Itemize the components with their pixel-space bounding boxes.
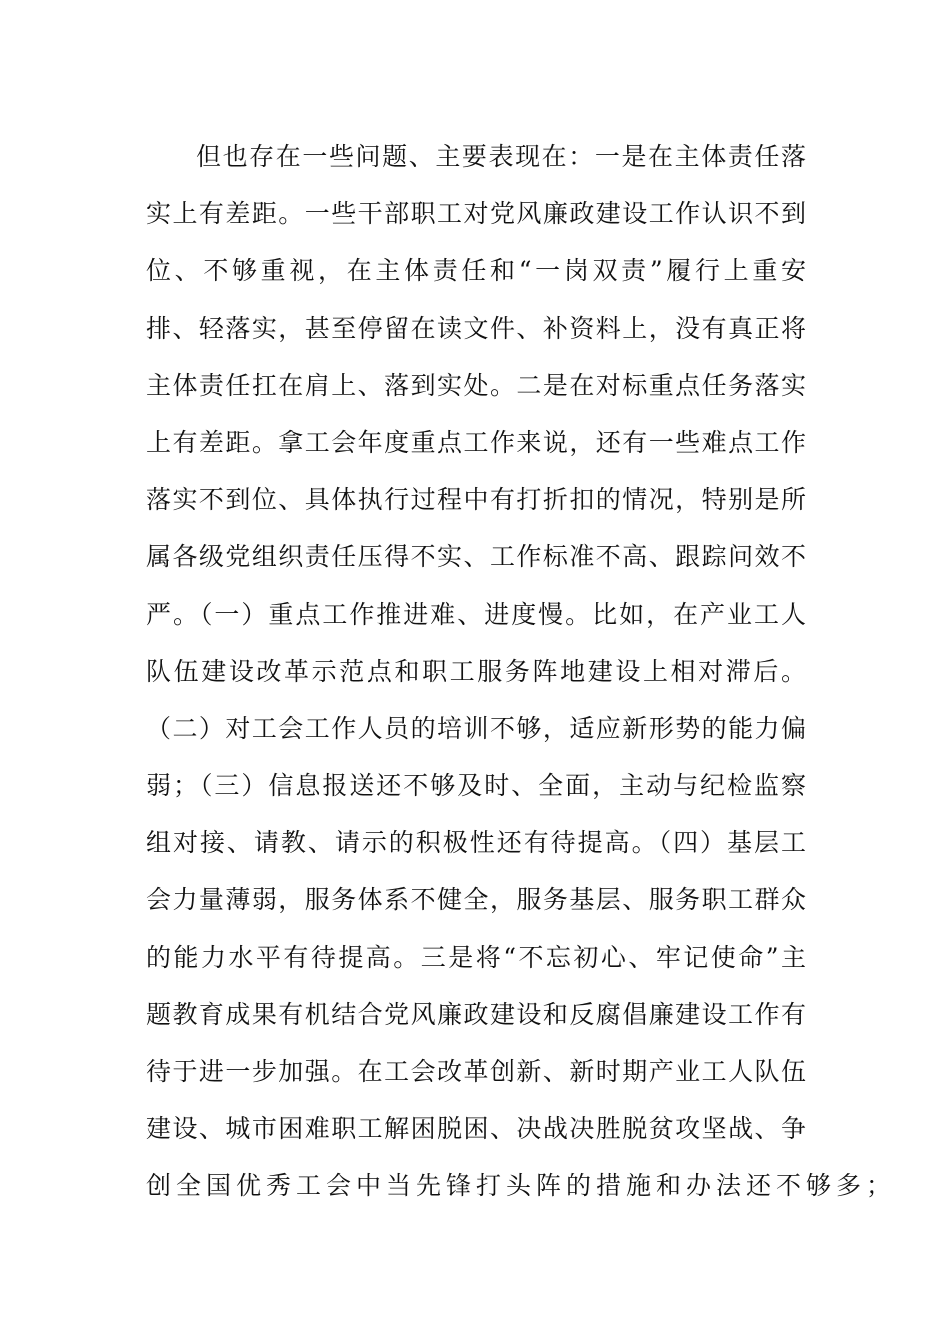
paragraph-line: 题教育成果有机结合党风廉政建设和反腐倡廉建设工作有 bbox=[146, 999, 806, 1029]
paragraph-line: 属各级党组织责任压得不实、工作标准不高、跟踪问效不 bbox=[146, 542, 806, 572]
paragraph-line: 建设、城市困难职工解困脱困、决战决胜脱贫攻坚战、争 bbox=[146, 1114, 806, 1144]
paragraph-line: 上有差距。拿工会年度重点工作来说，还有一些难点工作 bbox=[146, 427, 806, 457]
paragraph-line: 队伍建设改革示范点和职工服务阵地建设上相对滞后。 bbox=[146, 656, 806, 686]
paragraph-line: 主体责任扛在肩上、落到实处。二是在对标重点任务落实 bbox=[146, 370, 806, 400]
paragraph-line: 弱；（三）信息报送还不够及时、全面，主动与纪检监察 bbox=[146, 771, 806, 801]
paragraph-line: 但也存在一些问题、主要表现在：一是在主体责任落 bbox=[196, 142, 806, 171]
paragraph-line: 严。（一）重点工作推进难、进度慢。比如，在产业工人 bbox=[146, 599, 806, 629]
paragraph-line: 落实不到位、具体执行过程中有打折扣的情况，特别是所 bbox=[146, 485, 806, 515]
paragraph-line: 排、轻落实，甚至停留在读文件、补资料上，没有真正将 bbox=[146, 313, 806, 343]
paragraph-line: 创全国优秀工会中当先锋打头阵的措施和办法还不够多； bbox=[146, 1171, 897, 1201]
paragraph-line: 会力量薄弱，服务体系不健全，服务基层、服务职工群众 bbox=[146, 885, 806, 915]
paragraph-line: 实上有差距。一些干部职工对党风廉政建设工作认识不到 bbox=[146, 199, 806, 229]
body-paragraph bbox=[146, 128, 897, 1215]
paragraph-line: 待于进一步加强。在工会改革创新、新时期产业工人队伍 bbox=[146, 1057, 806, 1086]
paragraph-line: 组对接、请教、请示的积极性还有待提高。（四）基层工 bbox=[146, 828, 806, 858]
paragraph-line: 位、不够重视，在主体责任和“一岗双责”履行上重安 bbox=[146, 256, 806, 286]
paragraph-line: 的能力水平有待提高。三是将“不忘初心、牢记使命”主 bbox=[146, 942, 806, 972]
paragraph-line: （二）对工会工作人员的培训不够，适应新形势的能力偏 bbox=[146, 713, 806, 743]
